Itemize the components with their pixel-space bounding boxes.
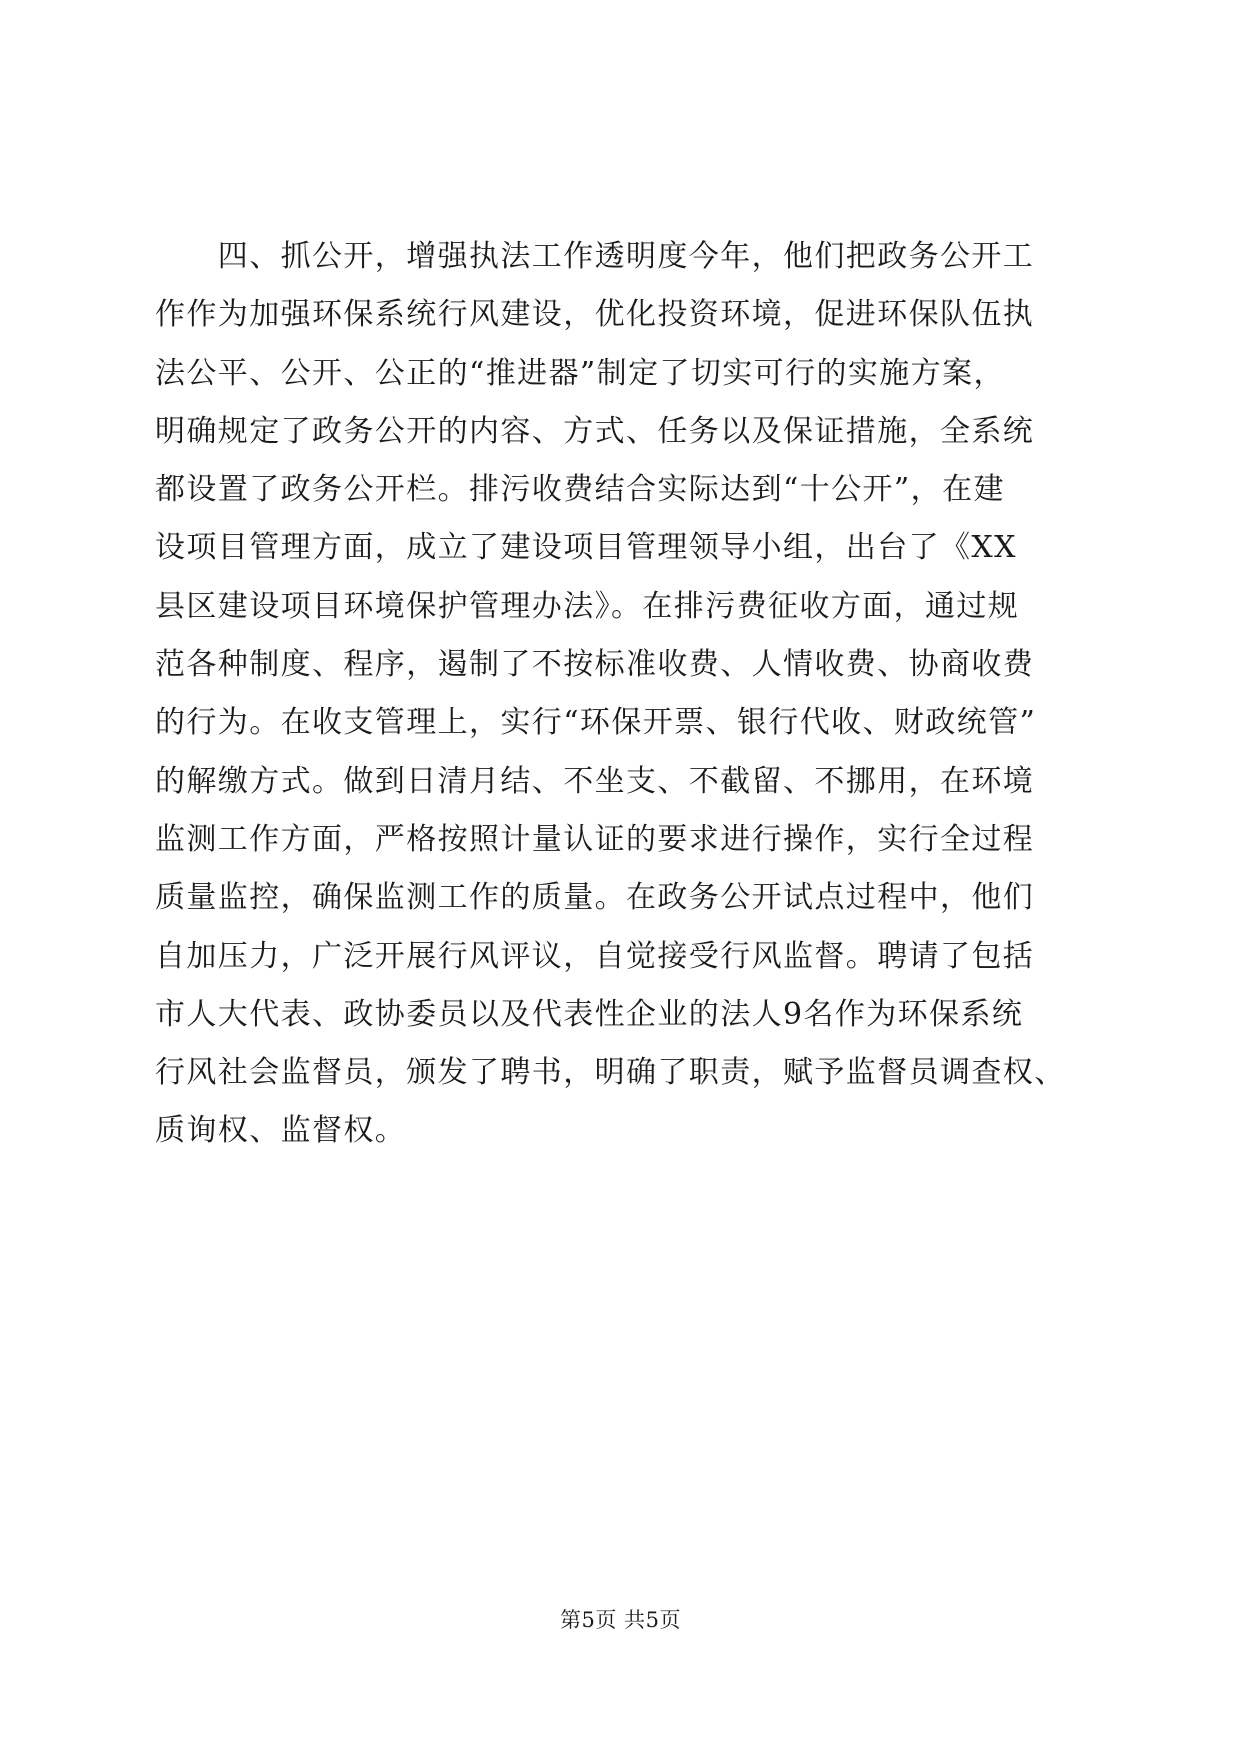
- text-line: 都设置了政务公开栏。排污收费结合实际达到“十公开”，在建: [155, 472, 1005, 508]
- text-line: 监测工作方面，严格按照计量认证的要求进行操作，实行全过程: [155, 821, 1035, 857]
- text-line: 行风社会监督员，颁发了聘书，明确了职责，赋予监督员调查权、: [155, 1055, 1066, 1091]
- text-line: 四、抓公开，增强执法工作透明度今年，他们把政务公开工: [155, 239, 1035, 274]
- text-line: 市人大代表、政协委员以及代表性企业的法人9名作为环保系统: [155, 996, 1024, 1032]
- text-line: 的解缴方式。做到日清月结、不坐支、不截留、不挪用，在环境: [155, 763, 1035, 799]
- body-paragraph: [155, 228, 1085, 1161]
- text-line: 自加压力，广泛开展行风评议，自觉接受行风监督。聘请了包括: [155, 938, 1035, 974]
- text-line: 设项目管理方面，成立了建设项目管理领导小组，出台了《XX: [155, 530, 1017, 566]
- text-line: 的行为。在收支管理上，实行“环保开票、银行代收、财政统管”: [155, 705, 1037, 741]
- text-line: 法公平、公开、公正的“推进器”制定了切实可行的实施方案，: [155, 355, 1005, 391]
- text-line: 质询权、监督权。: [155, 1113, 407, 1149]
- text-line: 明确规定了政务公开的内容、方式、任务以及保证措施，全系统: [155, 413, 1035, 449]
- text-line: 质量监控，确保监测工作的质量。在政务公开试点过程中，他们: [155, 880, 1035, 916]
- page-footer: 第5页 共5页: [560, 1608, 681, 1632]
- text-line: 范各种制度、程序，遏制了不按标准收费、人情收费、协商收费: [155, 647, 1035, 683]
- text-line: 作作为加强环保系统行风建设，优化投资环境，促进环保队伍执: [155, 297, 1035, 333]
- text-line: 县区建设项目环境保护管理办法》。在排污费征收方面，通过规: [155, 588, 1020, 624]
